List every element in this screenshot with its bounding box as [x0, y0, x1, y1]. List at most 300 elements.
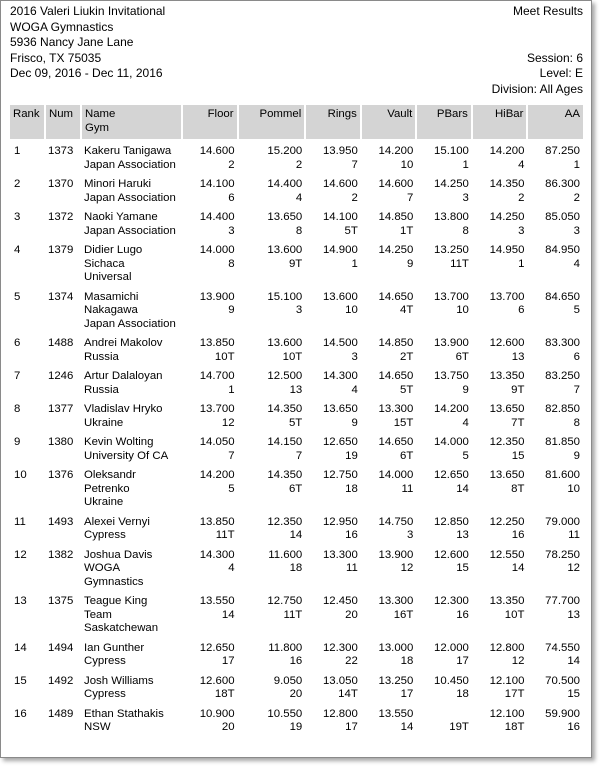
vault-score: 13.000 [378, 641, 414, 654]
floor-place: 2 [228, 158, 235, 171]
floor-score: 14.300 [199, 548, 235, 561]
hibar-place: 12 [511, 655, 525, 667]
vault-cell [361, 364, 417, 397]
athlete-name: Joshua Davis [84, 548, 153, 561]
report-title: Meet Results [512, 4, 583, 18]
floor-score: 12.650 [199, 641, 235, 654]
rings-score: 14.600 [322, 178, 358, 190]
pommel-score: 9.050 [273, 674, 303, 687]
aa-place: 2 [573, 191, 580, 204]
pbars-cell [416, 205, 472, 238]
rings-place: 18 [345, 482, 358, 495]
floor-cell [182, 172, 238, 205]
col-num: Num [45, 105, 81, 139]
aa-cell [527, 139, 583, 172]
pbars-place: 10 [456, 304, 469, 316]
col-name: Name [85, 108, 116, 120]
hibar-cell [472, 397, 528, 430]
rings-cell [305, 364, 361, 397]
pbars-score: 14.200 [434, 403, 469, 415]
pbars-place: 5 [462, 449, 469, 462]
hibar-score: 13.350 [489, 595, 525, 607]
floor-score: 13.550 [199, 595, 235, 607]
athlete-name-cont: Sichaca [84, 257, 125, 270]
pommel-place: 14 [289, 529, 303, 541]
pbars-cell [416, 430, 472, 463]
hibar-cell [472, 669, 528, 702]
rings-cell [305, 702, 361, 735]
floor-cell [182, 285, 238, 332]
rank-cell: 5 [14, 290, 21, 303]
floor-cell [182, 139, 238, 172]
pbars-score: 13.250 [434, 244, 469, 256]
pbars-cell [416, 238, 472, 285]
floor-score: 13.850 [199, 515, 235, 528]
aa-cell [527, 172, 583, 205]
aa-score: 86.300 [545, 178, 580, 190]
vault-score: 14.650 [378, 436, 414, 448]
pommel-score: 14.350 [267, 403, 303, 415]
rank-cell: 2 [14, 178, 21, 190]
aa-score: 59.900 [545, 707, 580, 720]
pommel-score: 14.350 [267, 469, 303, 481]
col-gym: Gym [85, 121, 110, 134]
pbars-cell [416, 139, 472, 172]
aa-cell [527, 397, 583, 430]
aa-cell [527, 702, 583, 735]
vault-place: 16T [393, 608, 414, 621]
rings-cell [305, 331, 361, 364]
pommel-cell [238, 589, 306, 636]
hibar-place: 14 [511, 562, 525, 574]
aa-score: 84.650 [545, 290, 580, 303]
vault-place: 1T [400, 224, 414, 237]
hibar-place: 7T [511, 416, 525, 429]
hibar-score: 14.950 [489, 244, 525, 256]
gym-name: Japan Association [84, 317, 176, 330]
pbars-score [419, 708, 469, 722]
aa-cell [527, 285, 583, 332]
gym-name: University Of CA [84, 449, 169, 462]
num-cell: 1489 [48, 707, 74, 720]
hibar-score: 12.250 [489, 515, 525, 528]
vault-score: 13.250 [378, 674, 414, 687]
floor-score: 14.100 [199, 178, 235, 190]
pommel-place: 18 [289, 562, 303, 574]
meet-dates: Dec 09, 2016 - Dec 11, 2016 [10, 66, 163, 80]
col-name-gym [81, 105, 182, 139]
hibar-place: 16 [511, 529, 525, 541]
vault-place: 15T [393, 416, 414, 429]
pommel-score: 14.400 [267, 178, 303, 190]
rank-cell: 1 [14, 145, 21, 157]
rings-cell [305, 397, 361, 430]
aa-cell [527, 430, 583, 463]
aa-cell [527, 669, 583, 702]
aa-place: 10 [567, 482, 580, 495]
num-cell: 1382 [48, 548, 74, 561]
rings-place: 20 [345, 608, 358, 621]
hibar-cell [472, 510, 528, 543]
vault-place: 6T [400, 449, 414, 462]
floor-score: 14.200 [199, 469, 235, 481]
pommel-cell [238, 397, 306, 430]
aa-score: 78.250 [545, 548, 580, 561]
pbars-score: 12.600 [434, 548, 469, 561]
gym-name: Universal [84, 271, 132, 283]
floor-cell [182, 543, 238, 590]
floor-cell [182, 430, 238, 463]
table-row [10, 702, 583, 735]
floor-score: 13.700 [199, 403, 235, 415]
vault-score: 14.200 [378, 145, 414, 157]
pommel-cell [238, 510, 306, 543]
floor-cell [182, 510, 238, 543]
name-gym-cell [81, 364, 182, 397]
athlete-name: Naoki Yamane [84, 211, 158, 223]
aa-score: 74.550 [545, 641, 580, 654]
meet-info [10, 4, 165, 82]
pbars-score: 13.900 [434, 337, 469, 349]
name-gym-cell [81, 669, 182, 702]
athlete-name: Kakeru Tanigawa [84, 145, 172, 157]
athlete-name: Didier Lugo [84, 244, 143, 256]
hibar-score: 12.350 [489, 436, 525, 448]
name-gym-cell [81, 331, 182, 364]
gym-name: Russia [84, 350, 119, 363]
rings-place: 17 [345, 721, 358, 733]
table-row [10, 430, 583, 463]
pommel-cell [238, 636, 306, 669]
pommel-cell [238, 463, 306, 510]
pbars-cell [416, 364, 472, 397]
aa-cell [527, 589, 583, 636]
pommel-cell [238, 669, 306, 702]
gym-name: Japan Association [84, 224, 176, 237]
aa-place: 16 [567, 721, 580, 733]
hibar-score: 12.800 [489, 641, 525, 654]
rank-cell: 7 [14, 370, 21, 382]
pbars-place: 19T [449, 721, 469, 733]
vault-cell [361, 139, 417, 172]
vault-cell [361, 669, 417, 702]
meet-title: 2016 Valeri Liukin Invitational [10, 4, 166, 18]
rings-cell [305, 510, 361, 543]
num-cell: 1374 [48, 290, 74, 303]
aa-place: 6 [573, 350, 580, 363]
floor-score: 13.850 [199, 337, 235, 349]
vault-score: 14.850 [378, 337, 414, 349]
table-row [10, 331, 583, 364]
table-row [10, 205, 583, 238]
aa-score: 83.250 [545, 370, 580, 382]
hibar-score: 13.700 [489, 290, 525, 303]
pbars-place: 3 [462, 191, 469, 204]
pommel-score: 12.750 [267, 595, 303, 607]
hibar-cell [472, 364, 528, 397]
pommel-cell [238, 205, 306, 238]
col-floor: Floor [182, 105, 238, 139]
vault-place: 14 [400, 721, 414, 733]
table-row [10, 397, 583, 430]
pommel-cell [238, 139, 306, 172]
vault-place: 18 [400, 655, 414, 667]
vault-cell [361, 463, 417, 510]
floor-score: 14.600 [199, 145, 235, 157]
table-row [10, 463, 583, 510]
hibar-place: 2 [518, 191, 525, 204]
name-gym-cell [81, 510, 182, 543]
floor-place: 11T [215, 529, 235, 541]
athlete-name: Oleksandr [84, 469, 136, 481]
rings-score: 14.100 [322, 211, 358, 223]
col-pommel: Pommel [238, 105, 306, 139]
aa-place: 7 [573, 383, 580, 396]
name-gym-cell [81, 589, 182, 636]
vault-score: 14.750 [378, 515, 414, 528]
name-gym-cell [81, 543, 182, 590]
pbars-place: 16 [456, 608, 469, 621]
pommel-place: 9T [288, 257, 303, 270]
name-gym-cell [81, 172, 182, 205]
hibar-place: 4 [518, 158, 525, 171]
floor-place: 9 [228, 304, 235, 316]
pommel-score: 12.350 [267, 515, 303, 528]
meet-address: 5936 Nancy Jane Lane [10, 35, 134, 49]
gym-name: Japan Association [84, 191, 176, 204]
aa-place: 3 [573, 224, 580, 237]
floor-place: 5 [228, 482, 235, 495]
pbars-place: 4 [462, 416, 469, 429]
hibar-place: 3 [518, 224, 525, 237]
floor-score: 14.400 [199, 211, 235, 223]
athlete-name: Andrei Makolov [84, 337, 163, 349]
pommel-place: 7 [295, 449, 303, 462]
floor-score: 10.900 [199, 707, 235, 720]
num-cell: 1370 [48, 178, 74, 190]
rings-score: 12.450 [322, 595, 358, 607]
num-cell: 1493 [48, 515, 74, 528]
pbars-place: 14 [456, 482, 469, 495]
pbars-place: 15 [456, 562, 469, 574]
vault-cell [361, 543, 417, 590]
pommel-cell [238, 543, 306, 590]
pbars-cell [416, 636, 472, 669]
floor-place: 17 [221, 655, 235, 667]
gym-name: Cypress [84, 655, 126, 667]
rings-score: 14.500 [322, 337, 358, 349]
aa-cell [527, 205, 583, 238]
pommel-score: 13.600 [267, 244, 303, 256]
vault-score: 13.300 [378, 403, 414, 415]
num-cell: 1375 [48, 595, 74, 607]
vault-cell [361, 238, 417, 285]
num-cell: 1373 [48, 145, 74, 157]
aa-score: 84.950 [545, 244, 580, 256]
floor-place: 4 [228, 562, 235, 574]
pommel-score: 13.600 [267, 337, 303, 349]
hibar-cell [472, 205, 528, 238]
pommel-place: 13 [289, 383, 303, 396]
rank-cell: 15 [14, 674, 27, 687]
pbars-cell [416, 172, 472, 205]
pbars-cell [416, 510, 472, 543]
vault-place: 3 [407, 529, 414, 541]
gym-name: NSW [84, 721, 111, 733]
rings-score: 12.650 [322, 436, 358, 448]
rank-cell: 4 [14, 244, 21, 256]
rank-cell: 16 [14, 707, 27, 720]
aa-cell [527, 364, 583, 397]
pbars-cell [416, 285, 472, 332]
pbars-score: 12.650 [434, 469, 469, 481]
floor-place: 14 [221, 608, 235, 621]
pbars-place: 8 [462, 224, 469, 237]
gym-name: Ukraine [84, 496, 124, 508]
rings-cell [305, 430, 361, 463]
floor-cell [182, 397, 238, 430]
hibar-score: 14.200 [489, 145, 525, 157]
hibar-score: 13.650 [489, 403, 525, 415]
table-row [10, 636, 583, 669]
name-gym-cell [81, 238, 182, 285]
hibar-cell [472, 430, 528, 463]
pbars-score: 13.700 [434, 290, 469, 303]
rings-score: 12.800 [322, 707, 358, 720]
rings-place: 19 [345, 449, 358, 462]
table-row [10, 510, 583, 543]
col-rank: Rank [10, 105, 45, 139]
hibar-place: 15 [511, 449, 525, 462]
num-cell: 1372 [48, 211, 74, 223]
vault-cell [361, 397, 417, 430]
vault-place: 17 [400, 688, 414, 700]
vault-place: 9 [407, 257, 414, 270]
floor-place: 6 [228, 191, 235, 204]
pommel-place: 20 [289, 688, 303, 700]
aa-place: 8 [573, 416, 580, 429]
table-row [10, 139, 583, 172]
name-gym-cell [81, 702, 182, 735]
meet-city: Frisco, TX 75035 [10, 50, 102, 65]
pbars-place: 1 [462, 158, 469, 171]
pommel-place: 8 [295, 224, 303, 237]
rings-cell [305, 463, 361, 510]
aa-score: 87.250 [545, 145, 580, 157]
hibar-score: 12.550 [489, 548, 525, 561]
aa-score: 81.600 [545, 469, 580, 481]
pbars-score: 12.000 [434, 641, 469, 654]
rank-cell: 14 [14, 641, 27, 654]
gym-name: Cypress [84, 529, 126, 541]
vault-score: 13.550 [378, 707, 414, 720]
table-row [10, 364, 583, 397]
division-label: Division: All Ages [491, 81, 583, 96]
table-row [10, 285, 583, 332]
vault-cell [361, 636, 417, 669]
name-gym-cell [81, 463, 182, 510]
vault-cell [361, 510, 417, 543]
hibar-score: 13.350 [489, 370, 525, 382]
pbars-cell [416, 331, 472, 364]
rings-place: 7 [351, 158, 358, 171]
hibar-cell [472, 238, 528, 285]
hibar-place: 18T [504, 721, 525, 733]
pommel-score: 12.500 [267, 370, 303, 382]
pommel-place: 6T [288, 482, 303, 495]
pommel-score: 11.800 [268, 641, 303, 654]
table-row [10, 543, 583, 590]
floor-place: 10T [214, 350, 235, 363]
pommel-score: 10.550 [267, 707, 303, 720]
vault-cell [361, 702, 417, 735]
num-cell: 1246 [48, 370, 74, 382]
num-cell: 1494 [48, 641, 74, 654]
gym-name: Russia [84, 383, 119, 396]
vault-score: 13.300 [378, 595, 414, 607]
athlete-name-cont: Petrenko [84, 482, 130, 495]
table-row [10, 172, 583, 205]
aa-cell [527, 636, 583, 669]
athlete-name: Ian Gunther [84, 641, 145, 654]
athlete-name: Alexei Vernyi [84, 515, 150, 528]
pommel-score: 13.650 [267, 211, 303, 223]
floor-place: 8 [228, 257, 235, 270]
hibar-score: 12.100 [489, 674, 525, 687]
floor-cell [182, 205, 238, 238]
meet-host: WOGA Gymnastics [10, 19, 114, 34]
rings-cell [305, 636, 361, 669]
floor-place: 3 [228, 224, 235, 237]
num-cell: 1379 [48, 244, 74, 256]
pbars-score: 14.250 [434, 178, 469, 190]
rings-place: 4 [351, 383, 358, 396]
floor-score: 12.600 [199, 674, 235, 687]
hibar-place: 13 [511, 350, 525, 363]
aa-place: 9 [573, 449, 580, 462]
athlete-name: Minori Haruki [84, 178, 152, 190]
pommel-place: 11T [283, 608, 303, 621]
vault-place: 7 [407, 191, 414, 204]
pommel-score: 14.150 [267, 436, 303, 448]
aa-score: 82.850 [545, 403, 580, 415]
hibar-cell [472, 331, 528, 364]
floor-cell [182, 589, 238, 636]
pbars-cell [416, 543, 472, 590]
pbars-score: 13.800 [434, 211, 469, 223]
vault-place: 11 [401, 482, 414, 495]
rings-cell [305, 139, 361, 172]
vault-place: 2T [400, 350, 414, 363]
aa-place: 1 [573, 158, 580, 171]
col-aa: AA [527, 105, 583, 139]
floor-score: 13.900 [199, 290, 235, 303]
rings-cell [305, 543, 361, 590]
rings-score: 12.950 [322, 515, 358, 528]
gym-name: Japan Association [84, 158, 176, 171]
pbars-score: 10.450 [434, 674, 469, 687]
rings-score: 13.050 [322, 674, 358, 687]
hibar-cell [472, 285, 528, 332]
rank-cell: 9 [14, 436, 21, 448]
rank-cell: 11 [14, 515, 26, 528]
aa-cell [527, 543, 583, 590]
athlete-name: Artur Dalaloyan [84, 370, 163, 382]
hibar-place: 8T [511, 482, 525, 495]
table-row [10, 669, 583, 702]
pbars-place: 18 [456, 688, 469, 700]
vault-cell [361, 589, 417, 636]
